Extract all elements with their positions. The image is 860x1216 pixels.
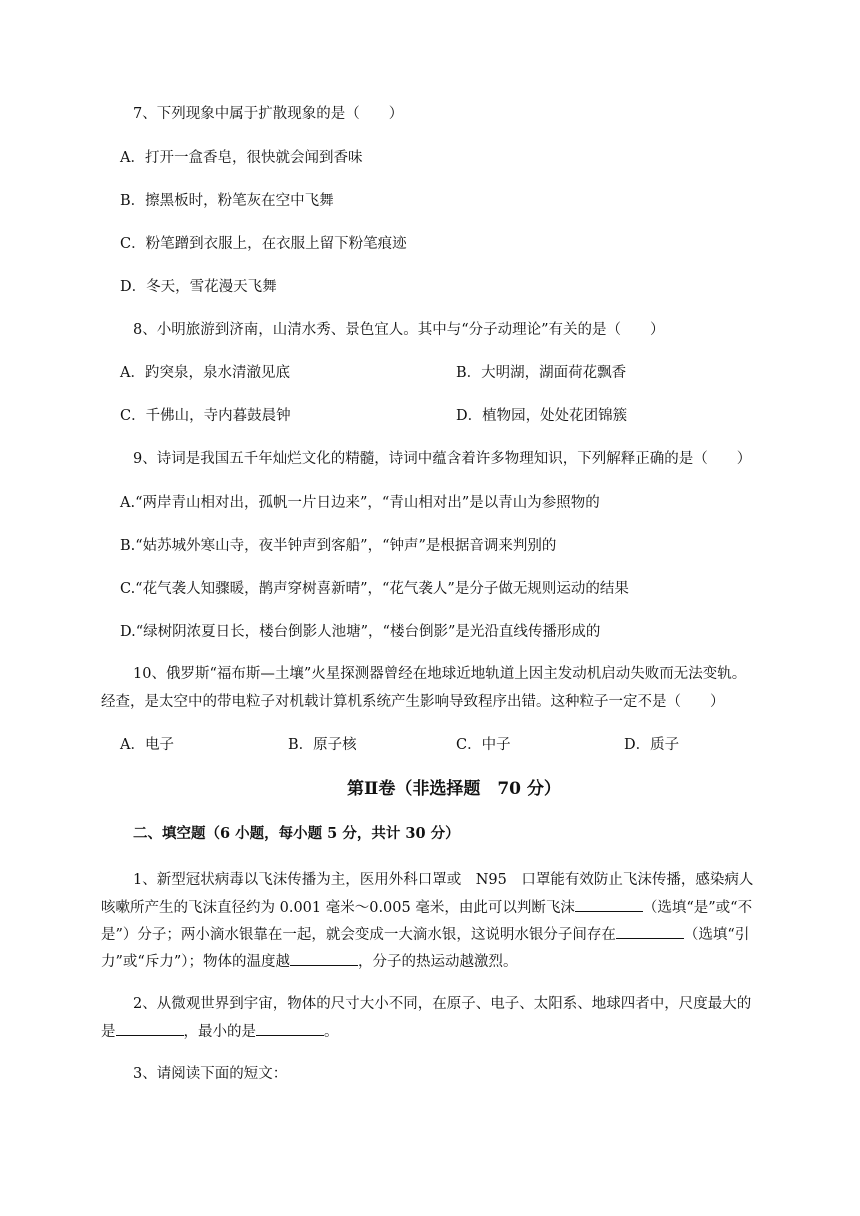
fill1-line3-text-a: 是”）分子；两小滴水银靠在一起，就会变成一大滴水银，这说明水银分子间存在 xyxy=(101,927,616,943)
q10-option-c: C．中子 xyxy=(456,737,511,753)
q9-option-b: B.“姑苏城外寒山寺，夜半钟声到客船”，“钟声”是根据音调来判别的 xyxy=(120,538,557,554)
q7-stem: 7、下列现象中属于扩散现象的是（ ） xyxy=(133,106,404,122)
q9-option-a: A.“两岸青山相对出，孤帆一片日边来”，“青山相对出”是以青山为参照物的 xyxy=(120,495,600,511)
fill3-line1: 3、请阅读下面的短文： xyxy=(133,1066,288,1082)
fill2-blank-2[interactable] xyxy=(256,1021,324,1036)
q9-option-c: C.“花气袭人知骤暖，鹊声穿树喜新晴”，“花气袭人”是分子做无规则运动的结果 xyxy=(120,581,629,597)
q9-stem: 9、诗词是我国五千年灿烂文化的精髓，诗词中蕴含着许多物理知识，下列解释正确的是（ ） xyxy=(133,451,752,467)
fill1-line3-text-b: （选填“引 xyxy=(683,927,750,943)
fill2-line1: 2、从微观世界到宇宙，物体的尺寸大小不同，在原子、电子、太阳系、地球四者中，尺度最大的 xyxy=(133,996,752,1012)
q9-option-d: D.“绿树阴浓夏日长，楼台倒影人池塘”，“楼台倒影”是光沿直线传播形成的 xyxy=(120,624,601,640)
fill1-line2-text-a: 咳嗽所产生的飞沫直径约为 0.001 毫米～0.005 毫米，由此可以判断飞沫 xyxy=(101,900,575,916)
fill1-line4-text-b: ，分子的热运动越激烈。 xyxy=(358,954,518,970)
fill1-blank-1[interactable] xyxy=(575,897,643,912)
q8-option-b: B．大明湖，湖面荷花飘香 xyxy=(456,365,627,381)
fill2-line2 xyxy=(101,1021,339,1042)
fill2-line2-text-b: ，最小的是 xyxy=(183,1024,256,1040)
fill1-line2-text-b: （选填“是”或“不 xyxy=(642,900,753,916)
q10-stem-line1: 10、俄罗斯“福布斯—土壤”火星探测器曾经在地球近地轨道上因主发动机启动失败而无法变轨。 xyxy=(133,666,747,682)
fill1-line1: 1、新型冠状病毒以飞沫传播为主，医用外科口罩或 N95 口罩能有效防止飞沫传播，感染病人 xyxy=(133,872,754,888)
fill1-line2 xyxy=(101,897,752,918)
q10-option-d: D．质子 xyxy=(624,737,680,753)
q10-stem-line2: 经查，是太空中的带电粒子对机载计算机系统产生影响导致程序出错。这种粒子一定不是（ ） xyxy=(101,694,725,710)
q8-stem: 8、小明旅游到济南，山清水秀、景色宜人。其中与“分子动理论”有关的是（ ） xyxy=(133,322,665,338)
part-heading: 二、填空题（6 小题，每小题 5 分，共计 30 分） xyxy=(133,825,460,842)
q10-option-a: A．电子 xyxy=(120,737,174,753)
fill1-blank-2[interactable] xyxy=(616,924,684,939)
q7-option-a: A．打开一盒香皂，很快就会闻到香味 xyxy=(120,150,363,166)
fill2-line2-text-c: 。 xyxy=(324,1024,339,1040)
fill1-line3 xyxy=(101,924,749,945)
fill1-blank-3[interactable] xyxy=(290,951,358,966)
section-title: 第Ⅱ卷（非选择题 70 分） xyxy=(347,779,561,799)
q8-option-d: D．植物园，处处花团锦簇 xyxy=(456,408,628,424)
q7-option-b: B．擦黑板时，粉笔灰在空中飞舞 xyxy=(120,193,334,209)
q7-option-d: D．冬天，雪花漫天飞舞 xyxy=(120,279,277,295)
q8-option-c: C．千佛山，寺内暮鼓晨钟 xyxy=(120,408,291,424)
fill1-line4 xyxy=(101,951,518,972)
q10-option-b: B．原子核 xyxy=(288,737,357,753)
q7-option-c: C．粉笔蹭到衣服上，在衣服上留下粉笔痕迹 xyxy=(120,236,407,252)
fill2-blank-1[interactable] xyxy=(116,1021,184,1036)
fill2-line2-text-a: 是 xyxy=(101,1024,116,1040)
fill1-line4-text-a: 力”或“斥力”）；物体的温度越 xyxy=(101,954,290,970)
q8-option-a: A．趵突泉，泉水清澈见底 xyxy=(120,365,290,381)
